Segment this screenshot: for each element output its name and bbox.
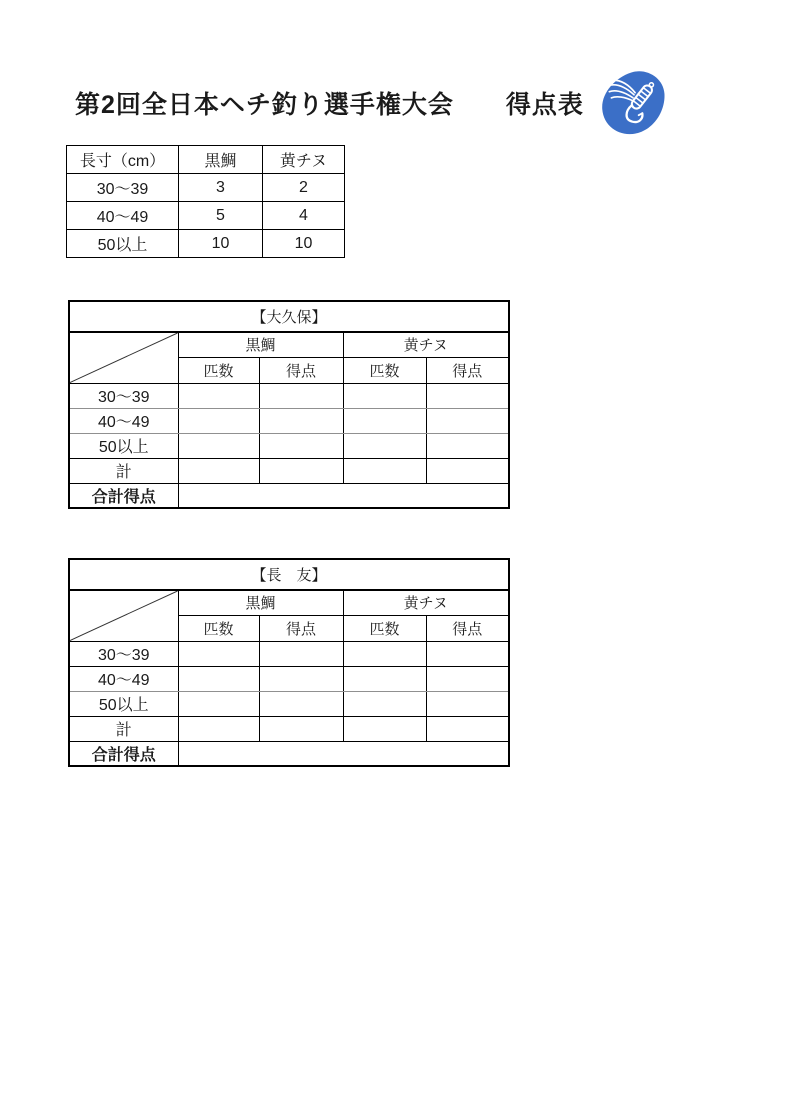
empty-score-cell: [259, 433, 343, 458]
points-row-30-39: [67, 174, 345, 202]
empty-score-cell: [343, 383, 426, 408]
score-table-okubo: [68, 300, 510, 509]
points-row-40-49: [67, 202, 345, 230]
score-row-subtotal: [69, 458, 509, 483]
points-value: 4: [263, 202, 345, 230]
total-label: 合計得点: [69, 483, 178, 508]
empty-score-cell: [426, 408, 509, 433]
score-table-nagatomo: [68, 558, 510, 767]
fly-fishing-lure-icon: [600, 70, 666, 136]
points-value: 5: [179, 202, 263, 230]
empty-score-cell: [426, 383, 509, 408]
species-header-kurodai: 黒鯛: [178, 332, 343, 357]
score-row-50plus: [69, 691, 509, 716]
row-label: 40～49: [69, 666, 178, 691]
score-row-30-39: [69, 383, 509, 408]
sub-header-count: 匹数: [178, 357, 259, 383]
size-label: 50以上: [67, 230, 179, 258]
points-value: 2: [263, 174, 345, 202]
diagonal-header-cell: [69, 590, 178, 641]
row-label: 計: [69, 716, 178, 741]
empty-score-cell: [343, 458, 426, 483]
score-row-total: [69, 741, 509, 766]
score-row-total: [69, 483, 509, 508]
col-header-kichinu: 黄チヌ: [263, 146, 345, 174]
empty-score-cell: [426, 433, 509, 458]
points-value: 3: [179, 174, 263, 202]
diagonal-line: [70, 591, 178, 641]
empty-score-cell: [426, 691, 509, 716]
empty-score-cell: [178, 383, 259, 408]
sub-header-count: 匹数: [343, 357, 426, 383]
col-header-kurodai: 黒鯛: [179, 146, 263, 174]
empty-score-cell: [178, 458, 259, 483]
total-label: 合計得点: [69, 741, 178, 766]
empty-score-cell: [343, 641, 426, 666]
size-label: 40～49: [67, 202, 179, 230]
empty-score-cell: [426, 716, 509, 741]
row-label: 30～39: [69, 383, 178, 408]
empty-score-cell: [178, 666, 259, 691]
row-label: 計: [69, 458, 178, 483]
empty-score-cell: [343, 666, 426, 691]
score-row-50plus: [69, 433, 509, 458]
score-row-40-49: [69, 408, 509, 433]
species-header-kurodai: 黒鯛: [178, 590, 343, 615]
points-value: 10: [179, 230, 263, 258]
points-table: [66, 145, 345, 258]
sub-header-score: 得点: [259, 357, 343, 383]
row-label: 40～49: [69, 408, 178, 433]
sub-header-count: 匹数: [178, 615, 259, 641]
empty-score-cell: [343, 408, 426, 433]
row-label: 50以上: [69, 691, 178, 716]
empty-score-cell: [259, 458, 343, 483]
score-row-30-39: [69, 641, 509, 666]
size-label: 30～39: [67, 174, 179, 202]
diagonal-line: [70, 333, 178, 383]
sub-header-score: 得点: [426, 357, 509, 383]
page-title: 第2回全日本ヘチ釣り選手権大会 得点表: [75, 91, 584, 119]
score-table-title-row: [69, 301, 509, 332]
empty-score-cell: [178, 641, 259, 666]
sub-header-score: 得点: [426, 615, 509, 641]
empty-score-cell: [178, 691, 259, 716]
empty-score-cell: [178, 433, 259, 458]
sub-header-score: 得点: [259, 615, 343, 641]
empty-total-cell: [178, 741, 509, 766]
empty-score-cell: [259, 383, 343, 408]
empty-total-cell: [178, 483, 509, 508]
sub-header-count: 匹数: [343, 615, 426, 641]
empty-score-cell: [259, 716, 343, 741]
row-label: 50以上: [69, 433, 178, 458]
empty-score-cell: [343, 433, 426, 458]
empty-score-cell: [426, 641, 509, 666]
empty-score-cell: [259, 691, 343, 716]
species-header-row: [69, 590, 509, 615]
score-row-subtotal: [69, 716, 509, 741]
empty-score-cell: [178, 716, 259, 741]
empty-score-cell: [343, 716, 426, 741]
points-table-header-row: [67, 146, 345, 174]
empty-score-cell: [259, 408, 343, 433]
empty-score-cell: [426, 458, 509, 483]
empty-score-cell: [426, 666, 509, 691]
score-table-title: 【大久保】: [69, 301, 509, 332]
score-row-40-49: [69, 666, 509, 691]
points-row-50plus: [67, 230, 345, 258]
score-table-title-row: [69, 559, 509, 590]
score-table-title: 【長 友】: [69, 559, 509, 590]
points-value: 10: [263, 230, 345, 258]
empty-score-cell: [259, 666, 343, 691]
col-header-length: 長寸（cm）: [67, 146, 179, 174]
diagonal-header-cell: [69, 332, 178, 383]
header: [75, 70, 675, 136]
species-header-row: [69, 332, 509, 357]
species-header-kichinu: 黄チヌ: [343, 332, 509, 357]
species-header-kichinu: 黄チヌ: [343, 590, 509, 615]
row-label: 30～39: [69, 641, 178, 666]
empty-score-cell: [343, 691, 426, 716]
empty-score-cell: [259, 641, 343, 666]
empty-score-cell: [178, 408, 259, 433]
